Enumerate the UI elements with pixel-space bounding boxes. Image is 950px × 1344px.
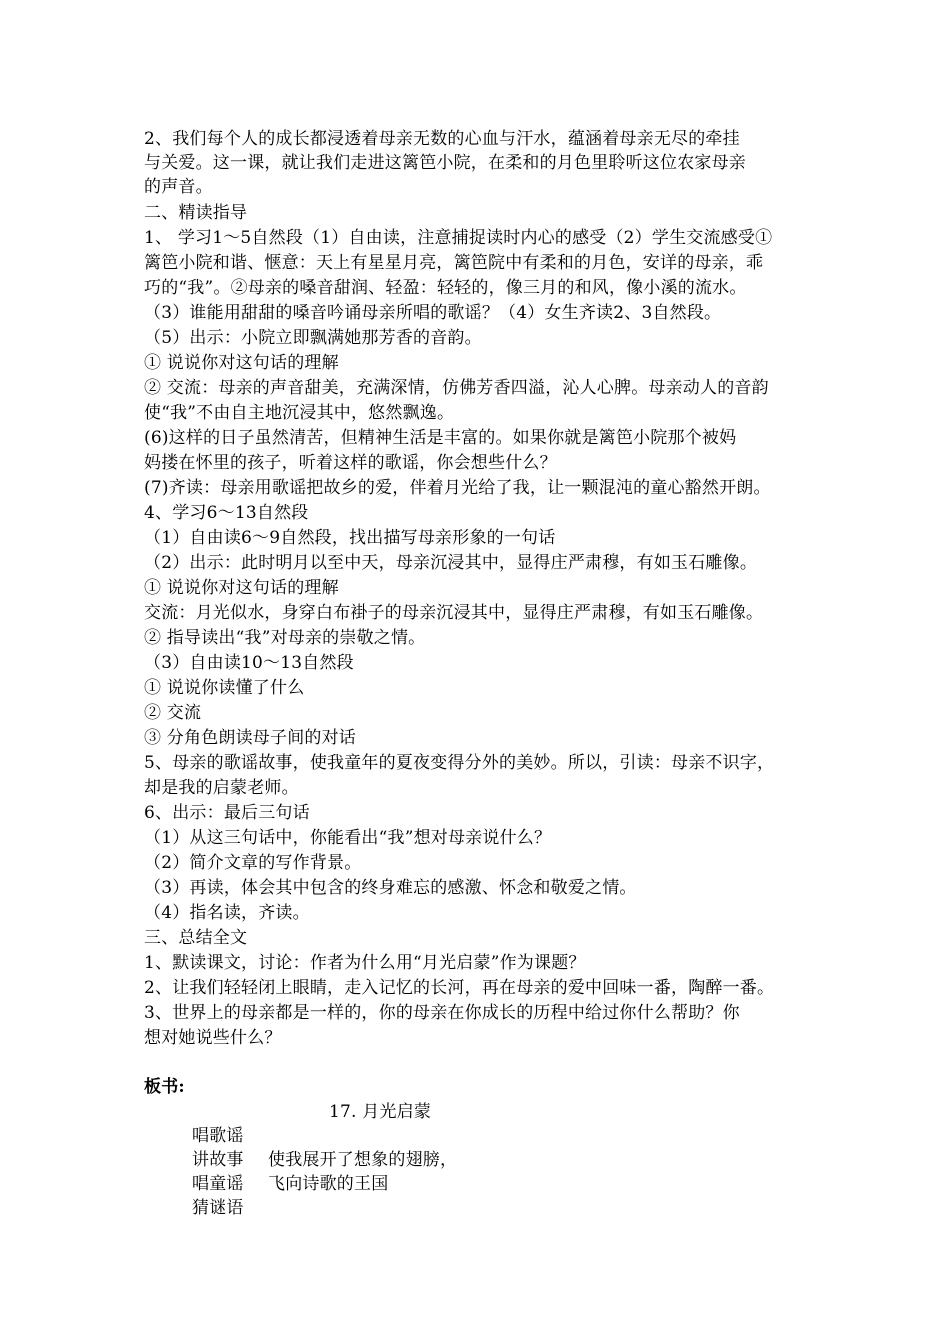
board-note: 飞向诗歌的王国	[268, 1174, 389, 1194]
text-line: 1、 学习1～5自然段（1）自由读，注意捕捉读时内心的感受（2）学生交流感受①	[144, 228, 773, 248]
text-line: 6、出示：最后三句话	[144, 803, 310, 823]
text-line: (6)这样的日子虽然清苦，但精神生活是丰富的。如果你就是篱笆小院那个被妈	[144, 428, 737, 448]
text-line: 1、默读课文，讨论：作者为什么用“月光启蒙”作为课题？	[144, 953, 586, 973]
section-heading: 二、精读指导	[144, 203, 248, 223]
text-line: （2）出示：此时明月以至中天，母亲沉浸其中，显得庄严肃穆，有如玉石雕像。	[144, 553, 758, 573]
text-line: 2、我们每个人的成长都浸透着母亲无数的心血与汗水，蕴涵着母亲无尽的牵挂	[144, 129, 740, 149]
text-line: （5）出示：小院立即飘满她那芳香的音韵。	[144, 328, 482, 348]
text-line: （3）自由读10～13自然段	[144, 653, 354, 673]
text-line: ① 说说你对这句话的理解	[144, 578, 339, 598]
text-line: ① 说说你读懂了什么	[144, 678, 305, 698]
text-line: 使“我”不由自主地沉浸其中，悠然飘逸。	[144, 403, 455, 423]
text-line: 3、世界上的母亲都是一样的，你的母亲在你成长的历程中给过你什么帮助？你	[144, 1003, 740, 1023]
text-line: 妈搂在怀里的孩子，听着这样的歌谣，你会想些什么？	[144, 453, 557, 473]
text-line: （1）从这三句话中，你能看出“我”想对母亲说什么？	[144, 828, 552, 848]
board-heading: 板书:	[144, 1077, 185, 1097]
text-line: 4、学习6～13自然段	[144, 503, 309, 523]
text-line: (7)齐读：母亲用歌谣把故乡的爱，伴着月光给了我，让一颗混沌的童心豁然开朗。	[144, 478, 771, 498]
board-note: 使我展开了想象的翅膀，	[268, 1150, 458, 1170]
text-line: （1）自由读6～9自然段，找出描写母亲形象的一句话	[144, 528, 556, 548]
section-heading: 三、总结全文	[144, 928, 248, 948]
text-line: ② 指导读出“我”对母亲的崇敬之情。	[144, 628, 426, 648]
text-line: ③ 分角色朗读母子间的对话	[144, 728, 357, 748]
board-item: 讲故事	[192, 1150, 244, 1170]
text-line: 的声音。	[144, 177, 213, 197]
text-line: 2、让我们轻轻闭上眼睛，走入记忆的长河，再在母亲的爱中回味一番，陶醉一番。	[144, 978, 775, 998]
text-line: 5、母亲的歌谣故事，使我童年的夏夜变得分外的美妙。所以，引读：母亲不识字，	[144, 753, 775, 773]
board-item: 猜谜语	[192, 1198, 244, 1218]
text-line: （2）简介文章的写作背景。	[144, 853, 362, 873]
text-line: 与关爱。这一课，就让我们走进这篱笆小院，在柔和的月色里聆听这位农家母亲	[144, 153, 746, 173]
text-line: （3）再读，体会其中包含的终身难忘的感激、怀念和敬爱之情。	[144, 878, 637, 898]
text-line: 想对她说些什么？	[144, 1028, 282, 1048]
text-line: 交流：月光似水，身穿白布褂子的母亲沉浸其中，显得庄严肃穆，有如玉石雕像。	[144, 603, 764, 623]
text-line: ① 说说你对这句话的理解	[144, 353, 339, 373]
text-line: 却是我的启蒙老师。	[144, 778, 299, 798]
text-line: ② 交流	[144, 703, 202, 723]
text-line: （3）谁能用甜甜的嗓音吟诵母亲所唱的歌谣？（4）女生齐读2、3自然段。	[144, 303, 722, 323]
board-title: 17. 月光启蒙	[329, 1102, 432, 1122]
board-item: 唱歌谣	[192, 1126, 244, 1146]
board-item: 唱童谣	[192, 1174, 244, 1194]
text-line: ② 交流：母亲的声音甜美，充满深情，仿佛芳香四溢，沁人心脾。母亲动人的音韵	[144, 378, 769, 398]
text-line: 巧的“我”。②母亲的嗓音甜润、轻盈：轻轻的，像三月的和风，像小溪的流水。	[144, 278, 747, 298]
text-line: （4）指名读，齐读。	[144, 903, 310, 923]
text-line: 篱笆小院和谐、惬意：天上有星星月亮，篱笆院中有柔和的月色，安详的母亲，乖	[144, 253, 764, 273]
